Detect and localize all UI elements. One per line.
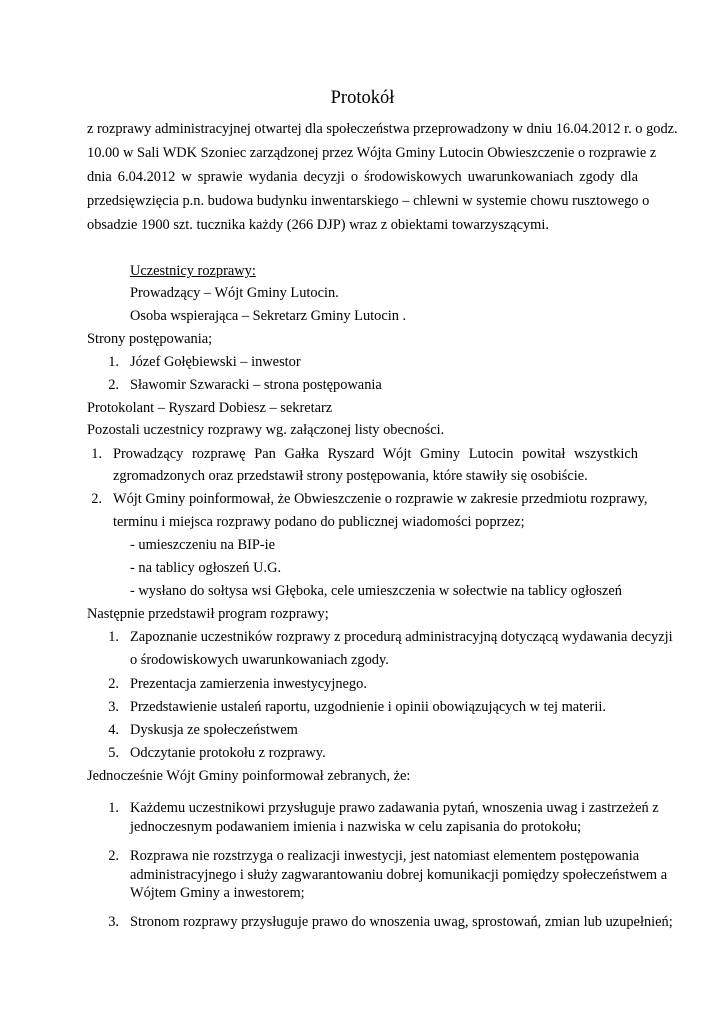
list-number: 1. [91, 446, 102, 462]
rule-line: administracyjnego i służy zagwarantowaniu dobrej komunikacji pomiędzy społeczeństwem a [130, 867, 668, 883]
intro-line: dnia 6.04.2012 w sprawie wydania decyzji o środowiskowych uwarunkowaniach zgody dla [87, 169, 638, 185]
intro-line: przedsięwzięcia p.n. budowa budynku inwentarskiego – chlewni w systemie chowu rusztowego o [87, 193, 650, 209]
list-number: 5. [108, 745, 119, 761]
document-title: Protokół [330, 88, 395, 108]
participant-item: Prowadzący – Wójt Gminy Lutocin. [130, 285, 339, 301]
main-point-line: zgromadzonych oraz przedstawił strony postępowania, które stawiły się osobiście. [113, 468, 588, 484]
others-line: Pozostali uczestnicy rozprawy wg. załączonej listy obecności. [87, 422, 445, 438]
parties-heading: Strony postępowania; [87, 331, 213, 347]
intro-line: 10.00 w Sali WDK Szoniec zarządzonej przez Wójta Gminy Lutocin Obwieszczenie o rozprawie z [87, 145, 657, 161]
rule-line: Każdemu uczestnikowi przysługuje prawo zadawania pytań, wnoszenia uwag i zastrzeżeń z [130, 800, 659, 816]
program-item-line: Dyskusja ze społeczeństwem [130, 722, 298, 738]
main-point-line: terminu i miejsca rozprawy podano do publicznej wiadomości poprzez; [113, 514, 525, 530]
list-number: 1. [108, 629, 119, 645]
main-point-line: Prowadzący rozprawę Pan Gałka Ryszard Wójt Gminy Lutocin powitał wszystkich [113, 446, 638, 462]
list-number: 2. [108, 676, 119, 692]
program-item-line: Zapoznanie uczestników rozprawy z procedurą administracyjną dotyczącą wydawania decyzji [130, 629, 673, 645]
program-item-line: Odczytanie protokołu z rozprawy. [130, 745, 326, 761]
party-item: Józef Gołębiewski – inwestor [130, 354, 301, 370]
informed-heading: Jednocześnie Wójt Gminy poinformował zebranych, że: [87, 768, 411, 784]
list-number: 3. [108, 699, 119, 715]
list-number: 2. [91, 491, 102, 507]
participant-item: Osoba wspierająca – Sekretarz Gminy Lutocin . [130, 308, 407, 324]
intro-line: z rozprawy administracyjnej otwartej dla społeczeństwa przeprowadzony w dniu 16.04.2012 r. o godz. [87, 121, 678, 137]
list-number: 1. [108, 354, 119, 370]
rule-line: Stronom rozprawy przysługuje prawo do wnoszenia uwag, sprostowań, zmian lub uzupełnień; [130, 914, 673, 930]
list-number: 3. [108, 914, 119, 930]
program-item-line: Prezentacja zamierzenia inwestycyjnego. [130, 676, 367, 692]
dash-item: - na tablicy ogłoszeń U.G. [130, 560, 282, 576]
list-number: 4. [108, 722, 119, 738]
list-number: 2. [108, 848, 119, 864]
dash-item: - wysłano do sołtysa wsi Głęboka, cele umieszczenia w sołectwie na tablicy ogłoszeń [130, 583, 622, 599]
rule-line: jednoczesnym podawaniem imienia i nazwiska w celu zapisania do protokołu; [130, 819, 582, 835]
dash-item: - umieszczeniu na BIP-ie [130, 537, 276, 553]
rule-line: Wójtem Gminy a inwestorem; [130, 885, 305, 901]
list-number: 2. [108, 377, 119, 393]
program-item-line: Przedstawienie ustaleń raportu, uzgodnienie i opinii obowiązujących w tej materii. [130, 699, 606, 715]
list-number: 1. [108, 800, 119, 816]
program-item-line: o środowiskowych uwarunkowaniach zgody. [130, 652, 389, 668]
intro-line: obsadzie 1900 szt. tucznika każdy (266 DJP) wraz z obiektami towarzyszącymi. [87, 217, 549, 233]
party-item: Sławomir Szwaracki – strona postępowania [130, 377, 382, 393]
recorder-line: Protokolant – Ryszard Dobiesz – sekretarz [87, 400, 333, 416]
main-point-line: Wójt Gminy poinformował, że Obwieszczenie o rozprawie w zakresie przedmiotu rozprawy, [113, 491, 648, 507]
participants-heading: Uczestnicy rozprawy: [130, 263, 256, 279]
rule-line: Rozprawa nie rozstrzyga o realizacji inwestycji, jest natomiast elementem postępowania [130, 848, 640, 864]
program-heading: Następnie przedstawił program rozprawy; [87, 606, 329, 622]
